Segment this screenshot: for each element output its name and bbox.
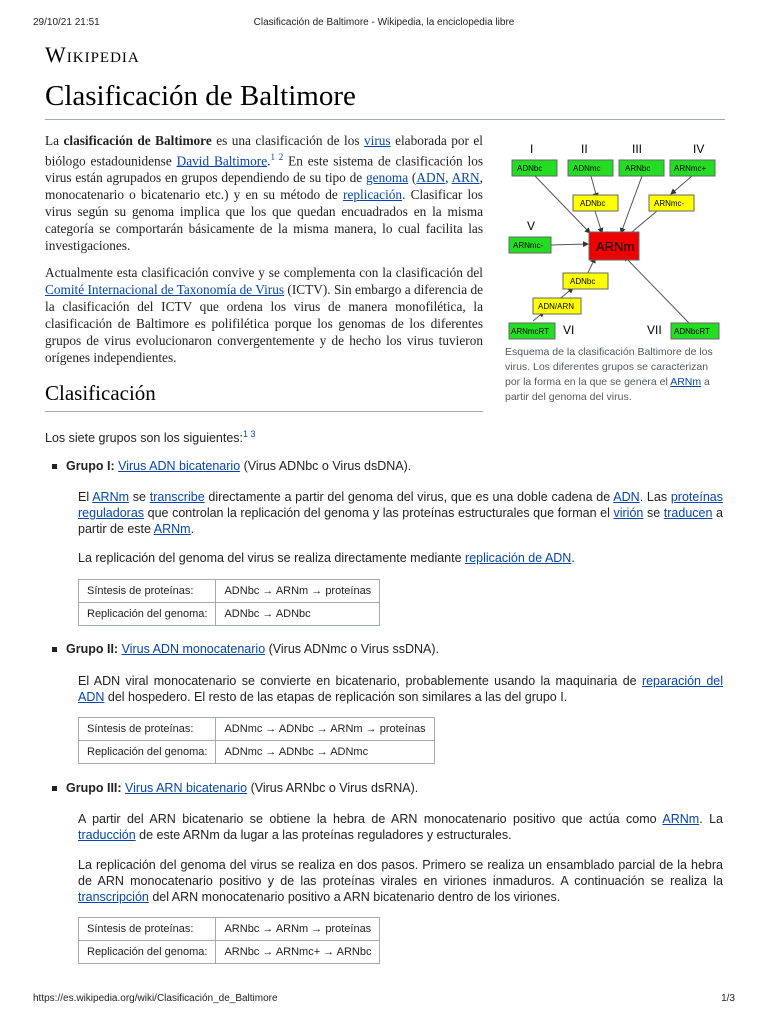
print-page-number: 1/3 [721, 993, 735, 1004]
link-virus[interactable]: virus [364, 133, 391, 148]
baltimore-figure [505, 138, 723, 405]
group-3-paragraph-2 [78, 857, 723, 905]
table-row [79, 718, 435, 741]
text: . Las [639, 490, 671, 504]
intro-paragraph-2 [45, 264, 483, 366]
bullet-icon [52, 464, 57, 469]
bold-term: clasificación de Baltimore [63, 133, 212, 148]
box-label: ADNbc [580, 199, 606, 208]
box-label: ARNm [596, 239, 635, 254]
link-group-1[interactable]: Virus ADN bicatenario [118, 459, 241, 473]
reference-sup[interactable]: 1 2 [270, 152, 284, 162]
group-1-table [78, 579, 380, 626]
reference-sup[interactable]: 1 3 [243, 429, 256, 439]
link-group-3[interactable]: Virus ARN bicatenario [125, 781, 248, 795]
group-2-item [52, 642, 439, 656]
text: . La [699, 812, 723, 826]
link-arnm[interactable]: ARNm [670, 376, 702, 388]
groups-intro [45, 426, 725, 446]
roman-label: I [530, 142, 534, 156]
link-arnm[interactable]: ARNm [92, 490, 130, 504]
text: elaborada por el biólogo estadounidense [45, 133, 483, 169]
box-label: ADNbc [517, 164, 543, 173]
bullet-icon [52, 647, 57, 652]
text: Actualmente esta clasificación convive y se complementa con la clasificación del [45, 265, 483, 280]
link-proteinas-reguladoras[interactable]: proteínas reguladoras [78, 490, 723, 520]
link-traduccion[interactable]: traducción [78, 828, 136, 842]
text: A partir del ARN bicatenario se obtiene la hebra de ARN monocatenario positivo que actúa como [78, 812, 663, 826]
text: La [45, 133, 64, 148]
text: ( [408, 170, 417, 186]
box-label: ARNbc [625, 164, 651, 173]
text: La replicación del genoma del virus se realiza directamente mediante [78, 551, 466, 565]
link-david-baltimore[interactable]: David Baltimore [176, 153, 268, 169]
group-2-paragraph-1 [78, 673, 723, 705]
link-traducen[interactable]: traducen [663, 506, 713, 520]
box-label: ADNbc [570, 277, 596, 286]
group-3-item [52, 781, 418, 795]
text: La replicación del genoma del virus se realiza en dos pasos. Primero se realiza un ensamblado parcial de la hebra de ARN monocatenario positivo y de las proteínas virales en viriones inmaduros. A continuación se realiza la [78, 858, 723, 888]
box-label: ARNmc- [513, 241, 544, 250]
link-arnm[interactable]: ARNm [153, 522, 191, 536]
text: , [445, 170, 452, 186]
table-cell: ARNbc → ARNmc+ → ARNbc [216, 941, 380, 964]
text: que controlan la replicación del genoma y las proteínas estructurales que forman el [144, 506, 614, 520]
table-cell: Replicación del genoma: [79, 741, 216, 764]
link-replicacion[interactable]: replicación [343, 187, 403, 203]
table-row [79, 918, 380, 941]
link-arnm[interactable]: ARNm [662, 812, 700, 826]
text: , monocatenario o bicatenario etc.) y en su método de [45, 170, 483, 203]
text: . [190, 522, 195, 536]
table-cell: ARNbc → ARNm → proteínas [216, 918, 380, 941]
print-url: https://es.wikipedia.org/wiki/Clasificación_de_Baltimore [33, 993, 278, 1004]
roman-label: II [581, 142, 588, 156]
text: se [643, 506, 664, 520]
link-genoma[interactable]: genoma [366, 170, 409, 186]
text: . Clasificar los virus según su genoma implica que los que quedan encuadrados en la misma categoría se comportarán básicamente de la misma manera, lo cual facilita las investigaciones. [45, 187, 483, 254]
link-group-2[interactable]: Virus ADN monocatenario [121, 642, 266, 656]
baltimore-diagram[interactable] [505, 138, 723, 343]
link-transcribe[interactable]: transcribe [149, 490, 205, 504]
table-row [79, 580, 380, 603]
link-virion[interactable]: virión [613, 506, 644, 520]
section-heading-clasificacion: Clasificación [45, 381, 483, 412]
box-label: ARNmc+ [674, 164, 707, 173]
link-reparacion-adn[interactable]: reparación del ADN [78, 674, 724, 704]
box-label: ARNmc- [654, 199, 685, 208]
box-label: ADN/ARN [538, 302, 575, 311]
group-2-table [78, 717, 435, 764]
table-cell: Síntesis de proteínas: [79, 718, 216, 741]
figure-caption [505, 345, 723, 405]
text: (Virus ARNbc o Virus dsRNA). [247, 781, 419, 795]
group-3-paragraph-1 [78, 811, 723, 843]
print-doc-title: Clasificación de Baltimore - Wikipedia, la enciclopedia libre [253, 17, 515, 28]
table-cell: ADNmc → ADNbc → ADNmc [216, 741, 434, 764]
table-cell: Síntesis de proteínas: [79, 580, 216, 603]
text: se [129, 490, 150, 504]
text: El [78, 490, 93, 504]
text: a partir de este [78, 506, 723, 536]
roman-label: III [632, 142, 643, 156]
table-cell: ADNbc → ADNbc [216, 603, 380, 626]
roman-label: VI [563, 323, 575, 337]
group-1-item [52, 459, 411, 473]
roman-label: VII [647, 323, 662, 337]
table-row [79, 741, 435, 764]
text: es una clasificación de los [211, 133, 365, 148]
box-label: ADNbcRT [674, 327, 710, 336]
text: (ICTV). Sin embargo a diferencia de la clasificación del ICTV que ordena los virus de manera monofilética, la clasificación de Baltimore es polifilética porque los genomas de los diferentes grupos de virus evolucionaron convergentemente y de hecho los virus tuvieron orígenes independientes. [45, 282, 483, 365]
wikipedia-logo-text: Wikipedia [45, 42, 140, 67]
box-label: ARNmcRT [511, 327, 550, 336]
table-cell: Síntesis de proteínas: [79, 918, 216, 941]
roman-label: IV [693, 142, 705, 156]
page-title: Clasificación de Baltimore [45, 80, 725, 120]
table-row [79, 603, 380, 626]
link-ictv[interactable]: Comité Internacional de Taxonomía de Virus [45, 282, 285, 297]
link-adn[interactable]: ADN [416, 170, 446, 186]
table-row [79, 941, 380, 964]
text: Esquema de la clasificación Baltimore de los virus. Los diferentes grupos se caracterizan por la forma en la que se genera el [505, 346, 713, 388]
box-label: ADNmc [573, 164, 601, 173]
table-cell: ADNmc → ADNbc → ARNm → proteínas [216, 718, 434, 741]
intro-paragraph-1 [45, 132, 483, 254]
print-datetime: 29/10/21 21:51 [33, 17, 100, 28]
text: de este ARNm da lugar a las proteínas reguladores y estructurales. [135, 828, 512, 842]
link-replicacion-adn[interactable]: replicación de ADN [465, 551, 572, 565]
text: del hospedero. El resto de las etapas de replicación son similares a las del grupo I. [104, 690, 568, 704]
group-label: Grupo II: [66, 642, 119, 656]
text: directamente a partir del genoma del virus, que es una doble cadena de [204, 490, 614, 504]
text: Los siete grupos son los siguientes: [45, 431, 244, 446]
roman-label: V [527, 219, 536, 233]
link-adn[interactable]: ADN [613, 490, 640, 504]
text: (Virus ADNmc o Virus ssDNA). [265, 642, 440, 656]
text: (Virus ADNbc o Virus dsDNA). [240, 459, 412, 473]
group-label: Grupo I: [66, 459, 115, 473]
wikipedia-logo[interactable] [45, 42, 140, 68]
group-label: Grupo III: [66, 781, 122, 795]
bullet-icon [52, 786, 57, 791]
link-transcripcion[interactable]: transcripción [78, 890, 149, 904]
text: El ADN viral monocatenario se convierte en bicatenario, probablemente usando la maquinaria de [78, 674, 642, 688]
text: En este sistema de clasificación los virus están agrupados en grupos dependiendo de su tipo de [45, 153, 484, 186]
group-1-paragraph-2 [78, 550, 723, 566]
link-arn[interactable]: ARN [451, 170, 480, 186]
table-cell: Replicación del genoma: [79, 603, 216, 626]
table-cell: ADNbc → ARNm → proteínas [216, 580, 380, 603]
text: . [571, 551, 575, 565]
group-3-table [78, 917, 380, 964]
group-1-paragraph-1 [78, 489, 723, 537]
text: del ARN monocatenario positivo a ARN bicatenario dentro de los viriones. [148, 890, 561, 904]
text: a partir del genoma del virus. [505, 376, 710, 403]
text: . [267, 153, 271, 169]
table-cell: Replicación del genoma: [79, 941, 216, 964]
